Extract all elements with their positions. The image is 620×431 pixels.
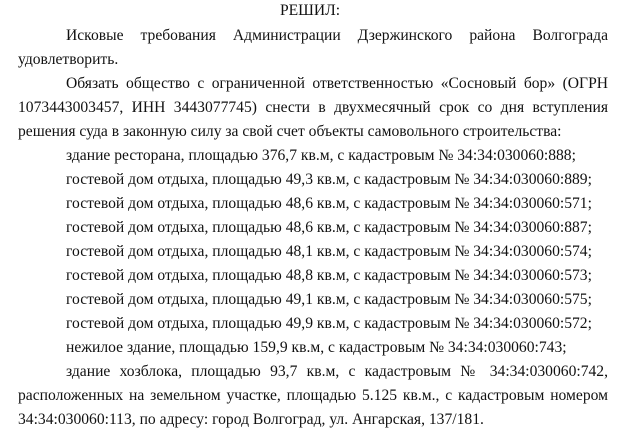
list-item-guest-house-2: гостевой дом отдыха, площадью 48,6 кв.м, с кадастровым № 34:34:030060:571; bbox=[66, 195, 592, 212]
list-item-guest-house-3: гостевой дом отдыха, площадью 48,6 кв.м, с кадастровым № 34:34:030060:887; bbox=[66, 219, 592, 236]
ruling-heading: РЕШИЛ: bbox=[279, 2, 341, 19]
list-item-guest-house-5: гостевой дом отдыха, площадью 48,8 кв.м, с кадастровым № 34:34:030060:573; bbox=[66, 267, 592, 284]
list-item-guest-house-7: гостевой дом отдыха, площадью 49,9 кв.м, с кадастровым № 34:34:030060:572; bbox=[66, 315, 592, 332]
list-item-guest-house-1: гостевой дом отдыха, площадью 49,3 кв.м, с кадастровым № 34:34:030060:889; bbox=[66, 171, 592, 188]
list-item-non-residential: нежилое здание, площадью 159,9 кв.м, с кадастровым № 34:34:030060:743; bbox=[66, 339, 567, 356]
paragraph-claims-line-1: Исковые требования Администрации Дзержинского района Волгограда bbox=[66, 27, 608, 44]
list-item-guest-house-6: гостевой дом отдыха, площадью 49,1 кв.м, с кадастровым № 34:34:030060:575; bbox=[66, 291, 592, 308]
list-item-utility-block-line-2: расположенных на земельном участке, площадью 5.125 кв.м., с кадастровым номером bbox=[18, 387, 608, 404]
paragraph-obligation-line-2: 1073443003457, ИНН 3443077745) снести в двухмесячный срок со дня вступления bbox=[18, 99, 608, 116]
paragraph-claims-line-2: удовлетворить. bbox=[18, 51, 119, 68]
paragraph-obligation-line-3: решения суда в законную силу за свой счет объекты самовольного строительства: bbox=[18, 123, 562, 140]
list-item-restaurant: здание ресторана, площадью 376,7 кв.м, с кадастровым № 34:34:030060:888; bbox=[66, 147, 576, 164]
list-item-utility-block-line-1: здание хозблока, площадью 93,7 кв.м, с кадастровым № 34:34:030060:742, bbox=[66, 363, 608, 380]
list-item-utility-block-line-3: 34:34:030060:113, по адресу: город Волгоград, ул. Ангарская, 137/181. bbox=[18, 411, 484, 428]
paragraph-obligation-line-1: Обязать общество с ограниченной ответственностью «Сосновый бор» (ОГРН bbox=[66, 75, 608, 92]
list-item-guest-house-4: гостевой дом отдыха, площадью 48,1 кв.м, с кадастровым № 34:34:030060:574; bbox=[66, 243, 592, 260]
